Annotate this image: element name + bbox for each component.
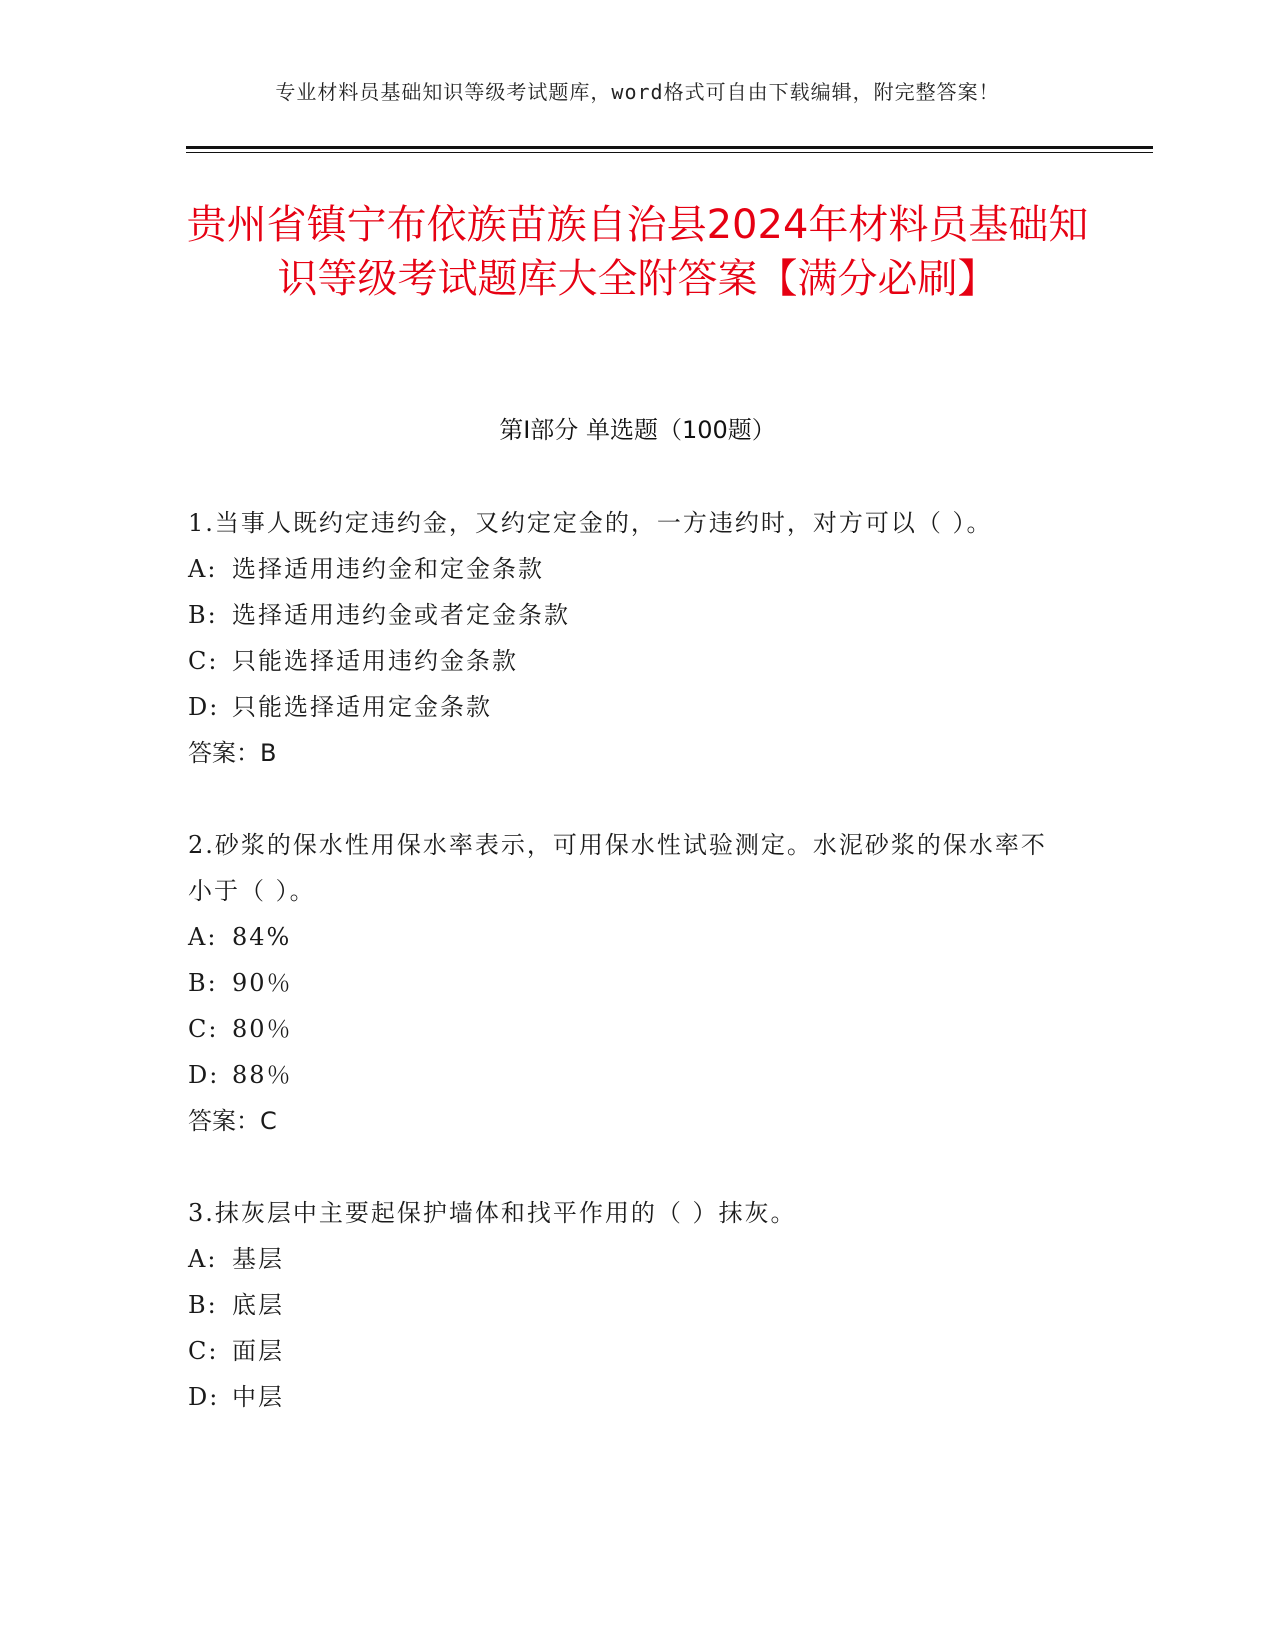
option-key: D:: [188, 693, 220, 721]
option-b: [188, 960, 1068, 1006]
option-key: A:: [188, 923, 218, 951]
option-text: 选择适用违约金或者定金条款: [232, 601, 570, 629]
answer: 答案：B: [188, 739, 277, 767]
option-text: 面层: [232, 1337, 284, 1365]
option-key: B:: [188, 969, 218, 997]
option-text: 只能选择适用违约金条款: [232, 647, 518, 675]
option-text: 选择适用违约金和定金条款: [232, 555, 544, 583]
question-stem: 2.砂浆的保水性用保水率表示，可用保水性试验测定。水泥砂浆的保水率不小于（ ）。: [188, 831, 1047, 905]
header-rule-thick: [186, 146, 1153, 149]
option-text: 基层: [232, 1245, 284, 1273]
option-key: D:: [188, 1061, 220, 1089]
option-d: [188, 684, 1068, 730]
option-key: A:: [188, 1245, 218, 1273]
option-key: C:: [188, 1337, 219, 1365]
option-c: [188, 638, 1068, 684]
option-text: 底层: [232, 1291, 284, 1319]
option-text: 只能选择适用定金条款: [232, 693, 492, 721]
question-stem: 3.抹灰层中主要起保护墙体和找平作用的（ ）抹灰。: [188, 1199, 797, 1227]
option-key: B:: [188, 1291, 218, 1319]
option-a: [188, 914, 1068, 960]
option-a: [188, 1236, 1068, 1282]
option-key: C:: [188, 1015, 219, 1043]
option-key: C:: [188, 647, 219, 675]
option-d: [188, 1374, 1068, 1420]
header-note: 专业材料员基础知识等级考试题库，word格式可自由下载编辑，附完整答案！: [275, 80, 1000, 104]
option-c: [188, 1328, 1068, 1374]
option-d: [188, 1052, 1068, 1098]
header-rule-thin: [186, 152, 1153, 153]
option-b: [188, 592, 1068, 638]
option-c: [188, 1006, 1068, 1052]
option-text: 90％: [232, 969, 293, 997]
option-key: A:: [188, 555, 218, 583]
option-text: 84%: [232, 923, 292, 951]
question-2: [188, 822, 1068, 1144]
document-title: 贵州省镇宁布依族苗族自治县2024年材料员基础知识等级考试题库大全附答案【满分必刷】: [186, 202, 1089, 302]
option-key: B:: [188, 601, 218, 629]
question-list: [188, 500, 1068, 1466]
option-a: [188, 546, 1068, 592]
option-text: 80％: [232, 1015, 293, 1043]
section-heading: 第Ⅰ部分 单选题（100题）: [499, 416, 776, 444]
question-stem: 1.当事人既约定违约金，又约定定金的，一方违约时，对方可以（ ）。: [188, 509, 993, 537]
option-text: 88％: [232, 1061, 293, 1089]
option-text: 中层: [232, 1383, 284, 1411]
answer: 答案：C: [188, 1107, 277, 1135]
question-3: [188, 1190, 1068, 1420]
option-key: D:: [188, 1383, 220, 1411]
question-1: [188, 500, 1068, 776]
option-b: [188, 1282, 1068, 1328]
